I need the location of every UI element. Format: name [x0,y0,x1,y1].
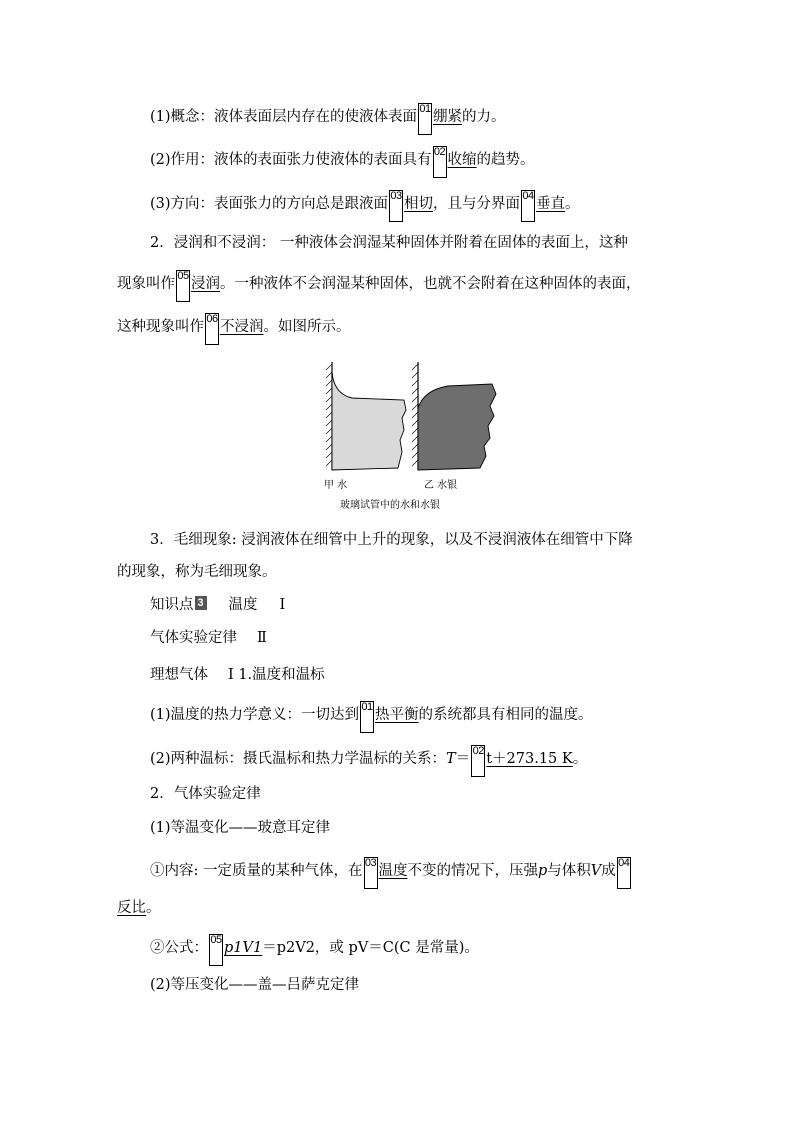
concept-line [150,103,506,135]
direction-text-mid: ，且与分界面 [433,196,521,212]
boyle-formula-line [150,934,479,966]
section-heading-temperature: Ⅰ 1.温度和温标 [228,667,325,683]
boyle-content-line2 [117,898,161,918]
capillary-line1: 3．毛细现象: 浸润液体在细管中上升的现象，以及不浸润液体在细管中下降 [150,532,633,548]
answer-text: 收缩 [447,152,477,168]
blank-number: 03 [364,857,377,869]
blank-number: 02 [472,745,484,757]
temperature-text-end: 的系统都具有相同的温度。 [418,707,593,723]
nonwetting-text: 这种现象叫作 [117,319,204,335]
boyle-text: ①内容: 一定质量的某种气体，在 [150,863,363,879]
blank-box-01 [418,103,432,135]
blank-box-02 [471,745,485,777]
answer-text: 相切 [404,196,434,212]
blank-box-04 [521,190,535,222]
blank-box-03 [389,190,403,222]
blank-box-02 [433,146,447,178]
scales-text-end: 。 [572,751,588,767]
volume-symbol: V [590,863,602,879]
boyle-text-end: 。 [146,900,161,916]
pressure-symbol: p [538,863,548,879]
blank-number: 05 [210,934,222,946]
level-marker: Ⅱ [257,630,267,646]
formula-text: ＝p2V2，或 pV＝C(C 是常量)。 [262,940,479,956]
knowledge-topic-gas-laws [150,628,267,648]
answer-text: 垂直 [536,196,566,212]
concept-text-end: 的力。 [462,109,506,125]
knowledge-point-heading [150,595,285,615]
wetting-para-line3 [117,313,351,345]
blank-number: 04 [618,857,630,869]
blank-box-03 [364,857,378,889]
figure-label-mercury: 乙 水银 [424,480,458,491]
wetting-text-cont: 。一种液体不会润湿某种固体，也就不会附着在这种固体的表面， [220,276,641,292]
boyle-text-mid3: 成 [601,863,616,879]
knowledge-topic-ideal-gas [150,665,325,685]
formula-equals: ＝ [455,751,471,767]
topic-text: 气体实验定律 [150,630,237,646]
answer-text: 温度 [378,863,408,879]
direction-text: (3)方向：表面张力的方向总是跟液面 [150,196,389,212]
blank-number: 02 [433,146,446,158]
isobaric-heading: (2)等压变化——盖—吕萨克定律 [150,977,360,993]
formula-label: ②公式： [150,940,208,956]
blank-number: 06 [206,313,218,325]
temperature-scales-line [150,745,587,777]
blank-number: 04 [522,190,534,202]
boyle-text-mid2: 与体积 [547,863,591,879]
scales-text: (2)两种温标：摄氏温标和热力学温标的关系： [150,751,447,767]
wetting-para-line2 [117,270,641,302]
test-tube-figure [320,360,500,510]
answer-text: 反比 [117,900,146,916]
capillary-line2: 的现象，称为毛细现象。 [117,564,277,580]
answer-text: t＋273.15 K [486,751,573,767]
knowledge-point-label: 知识点 [150,597,194,613]
concept-text: (1)概念：液体表面层内存在的使液体表面 [150,109,418,125]
nonwetting-text-end: 。如图所示。 [263,319,351,335]
blank-number: 01 [361,701,373,713]
knowledge-point-badge: 3 [195,596,207,610]
answer-text: 热平衡 [375,707,419,723]
figure-label-water: 甲 水 [324,480,348,491]
answer-text: 不浸润 [220,319,264,335]
figure-caption: 玻璃试管中的水和水银 [340,500,440,511]
mercury-liquid [418,384,496,470]
water-liquid [332,372,406,470]
isothermal-heading: (1)等温变化——玻意耳定律 [150,820,331,836]
boyle-text-mid: 不变的情况下，压强 [407,863,538,879]
temperature-text: (1)温度的热力学意义：一切达到 [150,707,360,723]
formula-symbol: T [446,751,456,767]
function-text: (2)作用：液体的表面张力使液体的表面具有 [150,152,432,168]
boyle-content-line [150,857,632,889]
wetting-text: 现象叫作 [117,276,175,292]
temperature-meaning-line [150,701,593,733]
answer-text: p1V1 [224,940,263,956]
direction-text-end: 。 [565,196,580,212]
function-line [150,146,535,178]
level-marker: Ⅰ [279,597,286,613]
blank-number: 03 [390,190,402,202]
direction-line [150,190,580,222]
blank-box-04 [617,857,631,889]
gas-laws-heading: 2．气体实验定律 [150,786,261,802]
knowledge-topic-temperature: 温度 [228,597,258,613]
blank-box-05 [176,270,190,302]
blank-box-01 [360,701,374,733]
blank-box-05 [209,934,223,966]
function-text-end: 的趋势。 [476,152,535,168]
blank-number: 05 [177,270,189,282]
blank-number: 01 [419,103,431,115]
answer-text: 绷紧 [433,109,463,125]
wetting-para-line1: 2．浸润和不浸润： 一种液体会润湿某种固体并附着在固体的表面上，这种 [150,235,628,251]
topic-text: 理想气体 [150,667,208,683]
answer-text: 浸润 [191,276,220,292]
blank-box-06 [205,313,219,345]
